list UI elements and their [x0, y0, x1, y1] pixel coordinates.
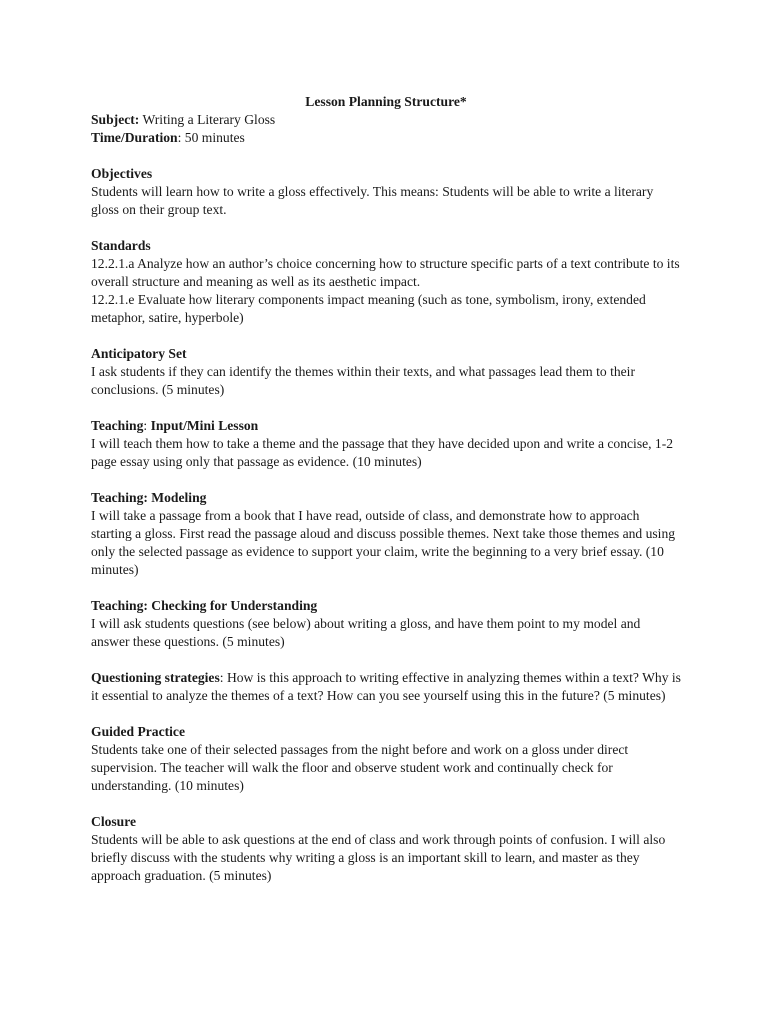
standards-heading: Standards: [91, 238, 151, 253]
teaching-input-heading-part1: Teaching: [91, 418, 144, 433]
teaching-checking-heading: Teaching: Checking for Understanding: [91, 598, 318, 613]
teaching-input-heading: [91, 417, 681, 435]
objectives-section: [91, 165, 681, 219]
subject-line: [91, 111, 681, 129]
teaching-input-body: I will teach them how to take a theme and the passage that they have decided upon and write a concise, 1-2 page essay using only that passage as evidence. (10 minutes): [91, 436, 674, 469]
teaching-modeling-heading: Teaching: Modeling: [91, 490, 207, 505]
teaching-input-heading-part2: Input/Mini Lesson: [150, 418, 259, 433]
guided-practice-section: [91, 723, 681, 795]
anticipatory-set-body: I ask students if they can identify the themes within their texts, and what passages lead them to their conclusions. (5 minutes): [91, 364, 635, 397]
questioning-body: : How is this approach to writing effective in analyzing themes within a text? Why is it essential to analyze the themes of a text? How can you see yourself using this in the future? (5 minutes): [91, 670, 681, 703]
standards-section: [91, 237, 681, 327]
standard-item: 12.2.1.e Evaluate how literary components impact meaning (such as tone, symbolism, irony, extended metaphor, satire, hyperbole): [91, 292, 646, 325]
teaching-input-heading-separator: :: [143, 418, 151, 433]
subject-label: Subject:: [91, 112, 140, 127]
objectives-heading: Objectives: [91, 166, 153, 181]
closure-heading: Closure: [91, 814, 137, 829]
closure-body: Students will be able to ask questions at the end of class and work through points of confusion. I will also briefly discuss with the students why writing a gloss is an important skill to learn, and master as they approach graduation. (5 minutes): [91, 832, 666, 883]
teaching-checking-section: [91, 597, 681, 651]
document-page: [91, 93, 681, 885]
questioning-label: Questioning strategies: [91, 670, 220, 685]
questioning-paragraph: [91, 669, 681, 705]
guided-practice-body: Students take one of their selected passages from the night before and work on a gloss under direct supervision. The teacher will walk the floor and observe student work and continually check for understanding. (10 minutes): [91, 742, 629, 793]
anticipatory-set-section: [91, 345, 681, 399]
subject-value: Writing a Literary Gloss: [139, 112, 276, 127]
questioning-section: [91, 669, 681, 705]
teaching-input-section: [91, 417, 681, 471]
document-title: Lesson Planning Structure*: [305, 94, 467, 109]
duration-label: Time/Duration: [91, 130, 178, 145]
teaching-modeling-body: I will take a passage from a book that I have read, outside of class, and demonstrate how to approach starting a gloss. First read the passage aloud and discuss possible themes. Next take those themes and using only the selected passage as evidence to support your claim, write the beginning to a very brief essay. (10 minutes): [91, 508, 676, 577]
anticipatory-set-heading: Anticipatory Set: [91, 346, 187, 361]
duration-value: : 50 minutes: [177, 130, 245, 145]
standard-item: 12.2.1.a Analyze how an author’s choice concerning how to structure specific parts of a text contribute to its overall structure and meaning as well as its aesthetic impact.: [91, 256, 680, 289]
teaching-modeling-section: [91, 489, 681, 579]
guided-practice-heading: Guided Practice: [91, 724, 186, 739]
teaching-checking-body: I will ask students questions (see below) about writing a gloss, and have them point to my model and answer these questions. (5 minutes): [91, 616, 641, 649]
objectives-body: Students will learn how to write a gloss effectively. This means: Students will be able to write a literary gloss on their group text.: [91, 184, 654, 217]
duration-line: [91, 129, 681, 147]
closure-section: [91, 813, 681, 885]
